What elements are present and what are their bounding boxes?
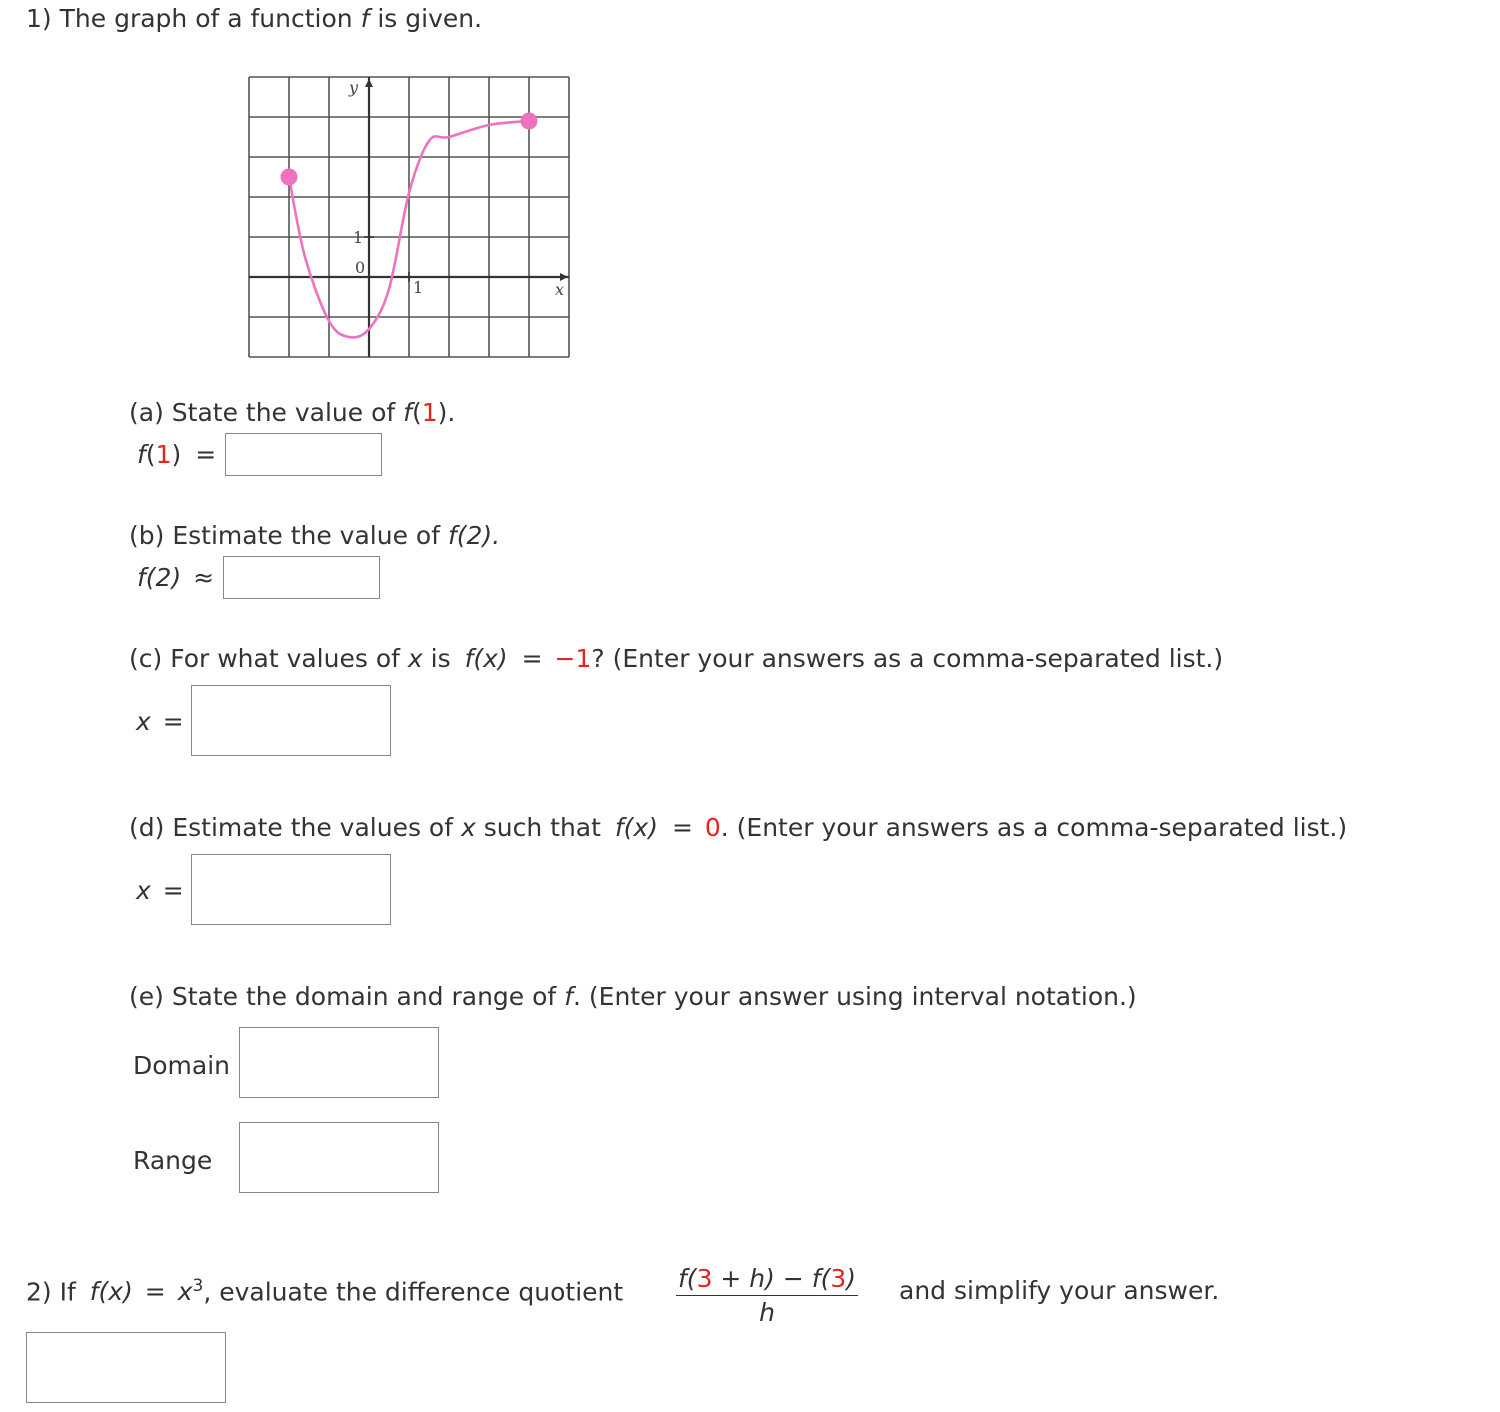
f2-answer-input[interactable] <box>223 556 380 599</box>
range-input[interactable] <box>239 1122 439 1193</box>
part-d-prompt <box>129 813 1347 842</box>
part-c-prompt <box>129 644 1223 673</box>
part-c-lhs-equals: = <box>162 707 184 736</box>
q1-function-symbol: f <box>360 4 370 33</box>
part-a-lhs: f(1) = <box>137 440 217 469</box>
part-e-f: f <box>564 982 573 1011</box>
part-c-lhs-var: x <box>136 707 151 736</box>
right-endpoint-dot <box>521 113 538 130</box>
q2-answer-input[interactable] <box>26 1332 226 1403</box>
q1-number: 1) <box>26 4 52 33</box>
q2-fx: f(x) <box>89 1277 133 1307</box>
q2-prompt <box>26 1276 623 1306</box>
part-c-equals: = <box>521 644 543 673</box>
q1-intro <box>26 4 482 33</box>
origin-tick-label: 0 <box>355 258 366 277</box>
part-d-lhs-var: x <box>136 876 151 905</box>
x-tick-label-1: 1 <box>413 278 424 297</box>
range-label: Range <box>133 1146 213 1175</box>
part-a-arg: 1 <box>421 398 438 427</box>
part-b-prompt <box>129 521 500 550</box>
quotient-numerator <box>676 1264 858 1296</box>
part-d-lhs-equals: = <box>162 876 184 905</box>
part-a-tail: ). <box>437 398 456 427</box>
q2-exponent: 3 <box>192 1276 204 1296</box>
part-e-prompt <box>129 982 1137 1011</box>
part-d-lhs <box>136 876 184 905</box>
num-minus: − <box>774 1264 812 1293</box>
part-e-tail: . (Enter your answer using interval notation.) <box>573 982 1137 1011</box>
part-d-var: x <box>460 813 476 842</box>
q1-intro-tail: is given. <box>377 4 483 33</box>
d-answer-input[interactable] <box>191 854 391 925</box>
domain-label: Domain <box>133 1051 231 1080</box>
y-tick-label-1: 1 <box>353 228 364 247</box>
y-axis-arrow <box>365 79 373 87</box>
part-a-equals: = <box>195 440 217 469</box>
num-f2-open: f( <box>811 1264 831 1293</box>
difference-quotient <box>676 1264 858 1327</box>
num-arg-b: 3 <box>830 1264 847 1293</box>
domain-input[interactable] <box>239 1027 439 1098</box>
part-a-fn: f <box>403 398 412 427</box>
function-graph <box>246 74 572 360</box>
y-axis-label: y <box>349 78 359 97</box>
part-e-text: (e) State the domain and range of <box>129 982 557 1011</box>
part-b-expr: f(2). <box>447 521 501 550</box>
part-a-lhs-arg: 1 <box>155 440 172 469</box>
q2-tail: and simplify your answer. <box>899 1276 1220 1305</box>
part-d-fx: f(x) <box>614 813 658 842</box>
part-a-lhs-fn: f <box>137 440 146 469</box>
part-c-is: is <box>430 644 451 673</box>
part-d-text: (d) Estimate the values of <box>129 813 454 842</box>
part-b-lhs-fn: f(2) <box>137 563 182 592</box>
num-f-open: f( <box>678 1264 697 1293</box>
part-d-such: such that <box>483 813 601 842</box>
part-a-text: (a) State the value of <box>129 398 396 427</box>
part-c-tail: ? (Enter your answers as a comma-separated list.) <box>591 644 1224 673</box>
part-d-equals: = <box>671 813 693 842</box>
part-b-lhs <box>137 563 214 592</box>
q2-x: x <box>177 1277 193 1307</box>
left-endpoint-dot <box>281 169 298 186</box>
q1-intro-text: The graph of a function <box>59 4 353 33</box>
part-c-var: x <box>407 644 423 673</box>
c-answer-input[interactable] <box>191 685 391 756</box>
num-arg-a: 3 <box>696 1264 713 1293</box>
part-b-approx: ≈ <box>193 563 215 592</box>
part-d-tail: . (Enter your answers as a comma-separated list.) <box>720 813 1348 842</box>
part-b-text: (b) Estimate the value of <box>129 521 440 550</box>
num-close: ) <box>846 1264 856 1293</box>
part-a-prompt: (a) State the value of f(1). <box>129 398 456 427</box>
f1-answer-input[interactable] <box>225 433 382 476</box>
x-axis-label: x <box>555 280 565 299</box>
part-c-lhs <box>136 707 184 736</box>
part-d-value: 0 <box>704 813 721 842</box>
q2-equals: = <box>144 1277 166 1307</box>
part-c-text: (c) For what values of <box>129 644 400 673</box>
num-plus-h: + h) <box>712 1264 775 1293</box>
q2-number: 2) If <box>26 1277 76 1307</box>
quotient-denominator: h <box>759 1298 775 1327</box>
q2-mid-text: , evaluate the difference quotient <box>203 1277 624 1307</box>
part-c-fx: f(x) <box>464 644 508 673</box>
part-c-value: −1 <box>554 644 592 673</box>
